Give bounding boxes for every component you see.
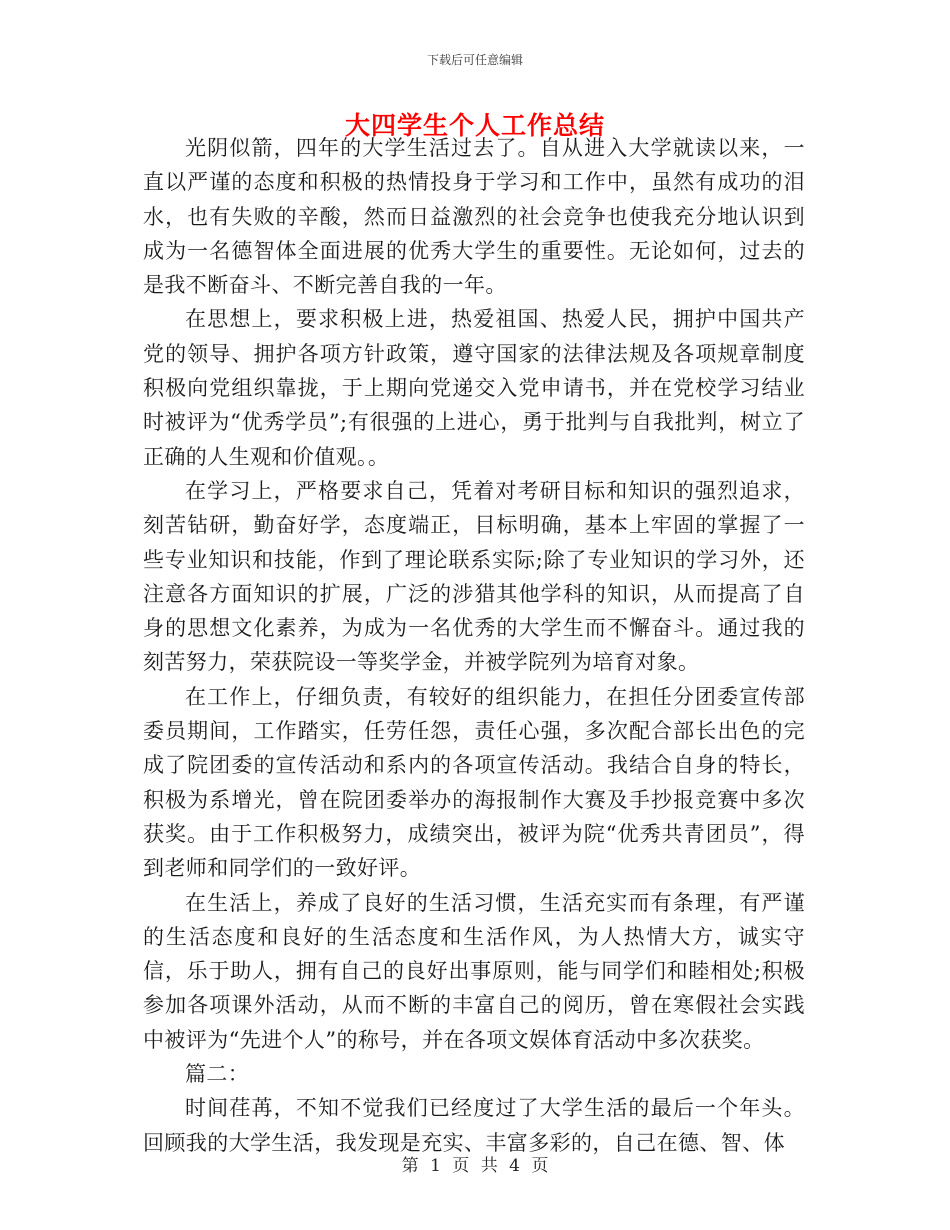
document-body bbox=[143, 131, 805, 1160]
paragraph-work: 在工作上，仔细负责，有较好的组织能力，在担任分团委宣传部委员期间，工作踏实，任劳任怨，责任心强，多次配合部长出色的完成了院团委的宣传活动和系内的各项宣传活动。我结合自身的特长，积极为系增光，曾在院团委举办的海报制作大赛及手抄报竞赛中多次获奖。由于工作积极努力，成绩突出，被评为院“优秀共青团员”，得到老师和同学们的一致好评。 bbox=[143, 684, 805, 881]
paragraph-study: 在学习上，严格要求自己，凭着对考研目标和知识的强烈追求，刻苦钻研，勤奋好学，态度端正，目标明确，基本上牢固的掌握了一些专业知识和技能，作到了理论联系实际;除了专业知识的学习外，还注意各方面知识的扩展，广泛的涉猎其他学科的知识，从而提高了自身的思想文化素养，为成为一名优秀的大学生而不懈奋斗。通过我的刻苦努力，荣获院设一等奖学金，并被学院列为培育对象。 bbox=[143, 478, 805, 675]
document-title: 大四学生个人工作总结 bbox=[344, 111, 605, 140]
page-number-footer: 第 1 页 共 4 页 bbox=[401, 1156, 549, 1176]
paragraph-life: 在生活上，养成了良好的生活习惯，生活充实而有条理，有严谨的生活态度和良好的生活态度和生活作风，为人热情大方，诚实守信，乐于助人，拥有自己的良好出事原则，能与同学们和睦相处;积极参加各项课外活动，从而不断的丰富自己的阅历，曾在寒假社会实践中被评为“先进个人”的称号，并在各项文娱体育活动中多次获奖。 bbox=[143, 890, 805, 1052]
section-heading-part-two: 篇二： bbox=[185, 1062, 250, 1087]
paragraph-intro: 光阴似箭，四年的大学生活过去了。自从进入大学就读以来，一直以严谨的态度和积极的热情投身于学习和工作中，虽然有成功的泪水，也有失败的辛酸，然而日益激烈的社会竞争也使我充分地认识到成为一名德智体全面进展的优秀大学生的重要性。无论如何，过去的是我不断奋斗、不断完善自我的一年。 bbox=[143, 136, 805, 298]
page-header-note: 下载后可任意编辑 bbox=[426, 53, 523, 67]
paragraph-part-two-intro: 时间荏苒，不知不觉我们已经度过了大学生活的最后一个年头。回顾我的大学生活，我发现是充实、丰富多彩的，自己在德、智、体 bbox=[143, 1096, 805, 1155]
paragraph-thought: 在思想上，要求积极上进，热爱祖国、热爱人民，拥护中国共产党的领导、拥护各项方针政策，遵守国家的法律法规及各项规章制度积极向党组织靠拢，于上期向党递交入党申请书，并在党校学习结业时被评为“优秀学员”;有很强的上进心，勇于批判与自我批判，树立了正确的人生观和价值观。。 bbox=[143, 307, 805, 469]
